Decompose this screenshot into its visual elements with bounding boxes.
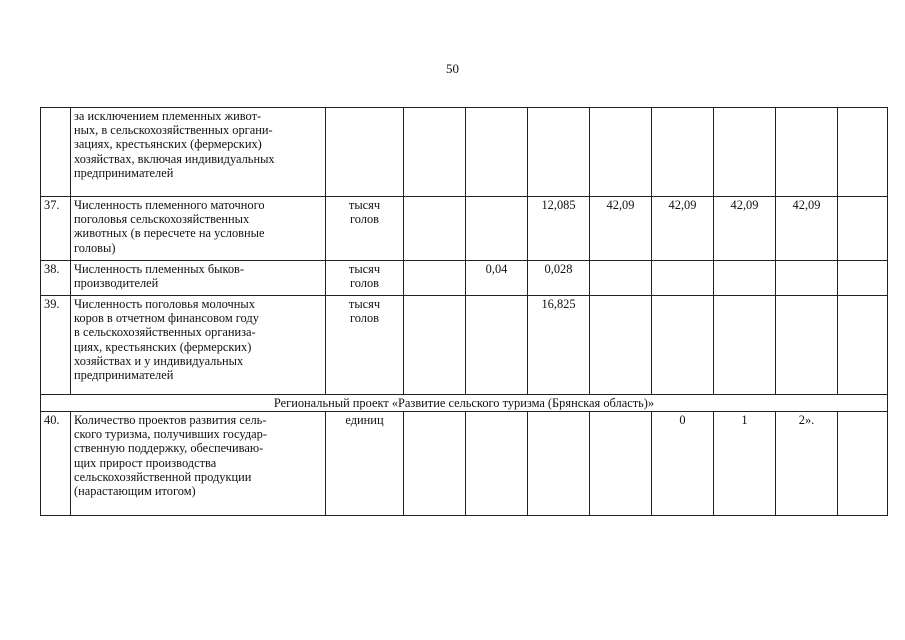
value-cell — [652, 296, 714, 395]
value-cell — [590, 261, 652, 296]
value-cell — [776, 108, 838, 197]
indicators-table — [40, 107, 888, 516]
unit-cell — [326, 108, 404, 197]
table-row — [41, 296, 888, 395]
indicator-name: Численность племенного маточного поголовья сельскохозяйственных животных (в пересчете на условные головы) — [71, 197, 326, 261]
value-cell — [838, 296, 888, 395]
value-cell: 42,09 — [714, 197, 776, 261]
table-row — [41, 412, 888, 516]
value-cell: 16,825 — [528, 296, 590, 395]
table-row — [41, 261, 888, 296]
section-row — [41, 395, 888, 412]
indicator-name: Численность поголовья молочных коров в отчетном финансовом году в сельскохозяйственных организа- циях, крестьянских (фермерских) хозяйствах и у индивидуальных предпринимателей — [71, 296, 326, 395]
value-cell: 0 — [652, 412, 714, 516]
value-cell — [714, 261, 776, 296]
value-cell — [404, 296, 466, 395]
row-number — [41, 108, 71, 197]
value-cell: 12,085 — [528, 197, 590, 261]
value-cell — [466, 412, 528, 516]
row-number: 37. — [41, 197, 71, 261]
row-number: 39. — [41, 296, 71, 395]
value-cell — [528, 412, 590, 516]
value-cell — [404, 261, 466, 296]
value-cell — [404, 197, 466, 261]
value-cell — [652, 261, 714, 296]
table-row — [41, 108, 888, 197]
row-number: 40. — [41, 412, 71, 516]
section-title: Региональный проект «Развитие сельского туризма (Брянская область)» — [41, 395, 888, 412]
unit-cell: тысяч голов — [326, 261, 404, 296]
unit-cell: единиц — [326, 412, 404, 516]
row-number: 38. — [41, 261, 71, 296]
value-cell — [404, 412, 466, 516]
unit-cell: тысяч голов — [326, 296, 404, 395]
value-cell — [590, 108, 652, 197]
unit-cell: тысяч голов — [326, 197, 404, 261]
value-cell — [714, 108, 776, 197]
value-cell — [404, 108, 466, 197]
value-cell — [590, 412, 652, 516]
page-number: 50 — [446, 61, 459, 76]
value-cell: 0,028 — [528, 261, 590, 296]
value-cell: 42,09 — [776, 197, 838, 261]
indicator-name: за исключением племенных живот- ных, в сельскохозяйственных органи- зациях, крестьянских (фермерских) хозяйствах, включая индивидуальных предпринимателей — [71, 108, 326, 197]
value-cell — [838, 108, 888, 197]
value-cell — [838, 412, 888, 516]
indicator-name: Численность племенных быков- производителей — [71, 261, 326, 296]
value-cell: 2». — [776, 412, 838, 516]
value-cell — [466, 197, 528, 261]
table-row — [41, 197, 888, 261]
indicator-name: Количество проектов развития сель- ского туризма, получивших государ- ственную поддержку, обеспечиваю- щих прирост производства сельскохозяйственной продукции (нарастающим итогом) — [71, 412, 326, 516]
value-cell — [776, 261, 838, 296]
value-cell — [528, 108, 590, 197]
value-cell: 1 — [714, 412, 776, 516]
value-cell — [838, 197, 888, 261]
value-cell: 0,04 — [466, 261, 528, 296]
value-cell — [714, 296, 776, 395]
value-cell — [776, 296, 838, 395]
value-cell — [466, 108, 528, 197]
value-cell: 42,09 — [590, 197, 652, 261]
value-cell — [590, 296, 652, 395]
value-cell — [838, 261, 888, 296]
value-cell — [466, 296, 528, 395]
value-cell — [652, 108, 714, 197]
value-cell: 42,09 — [652, 197, 714, 261]
